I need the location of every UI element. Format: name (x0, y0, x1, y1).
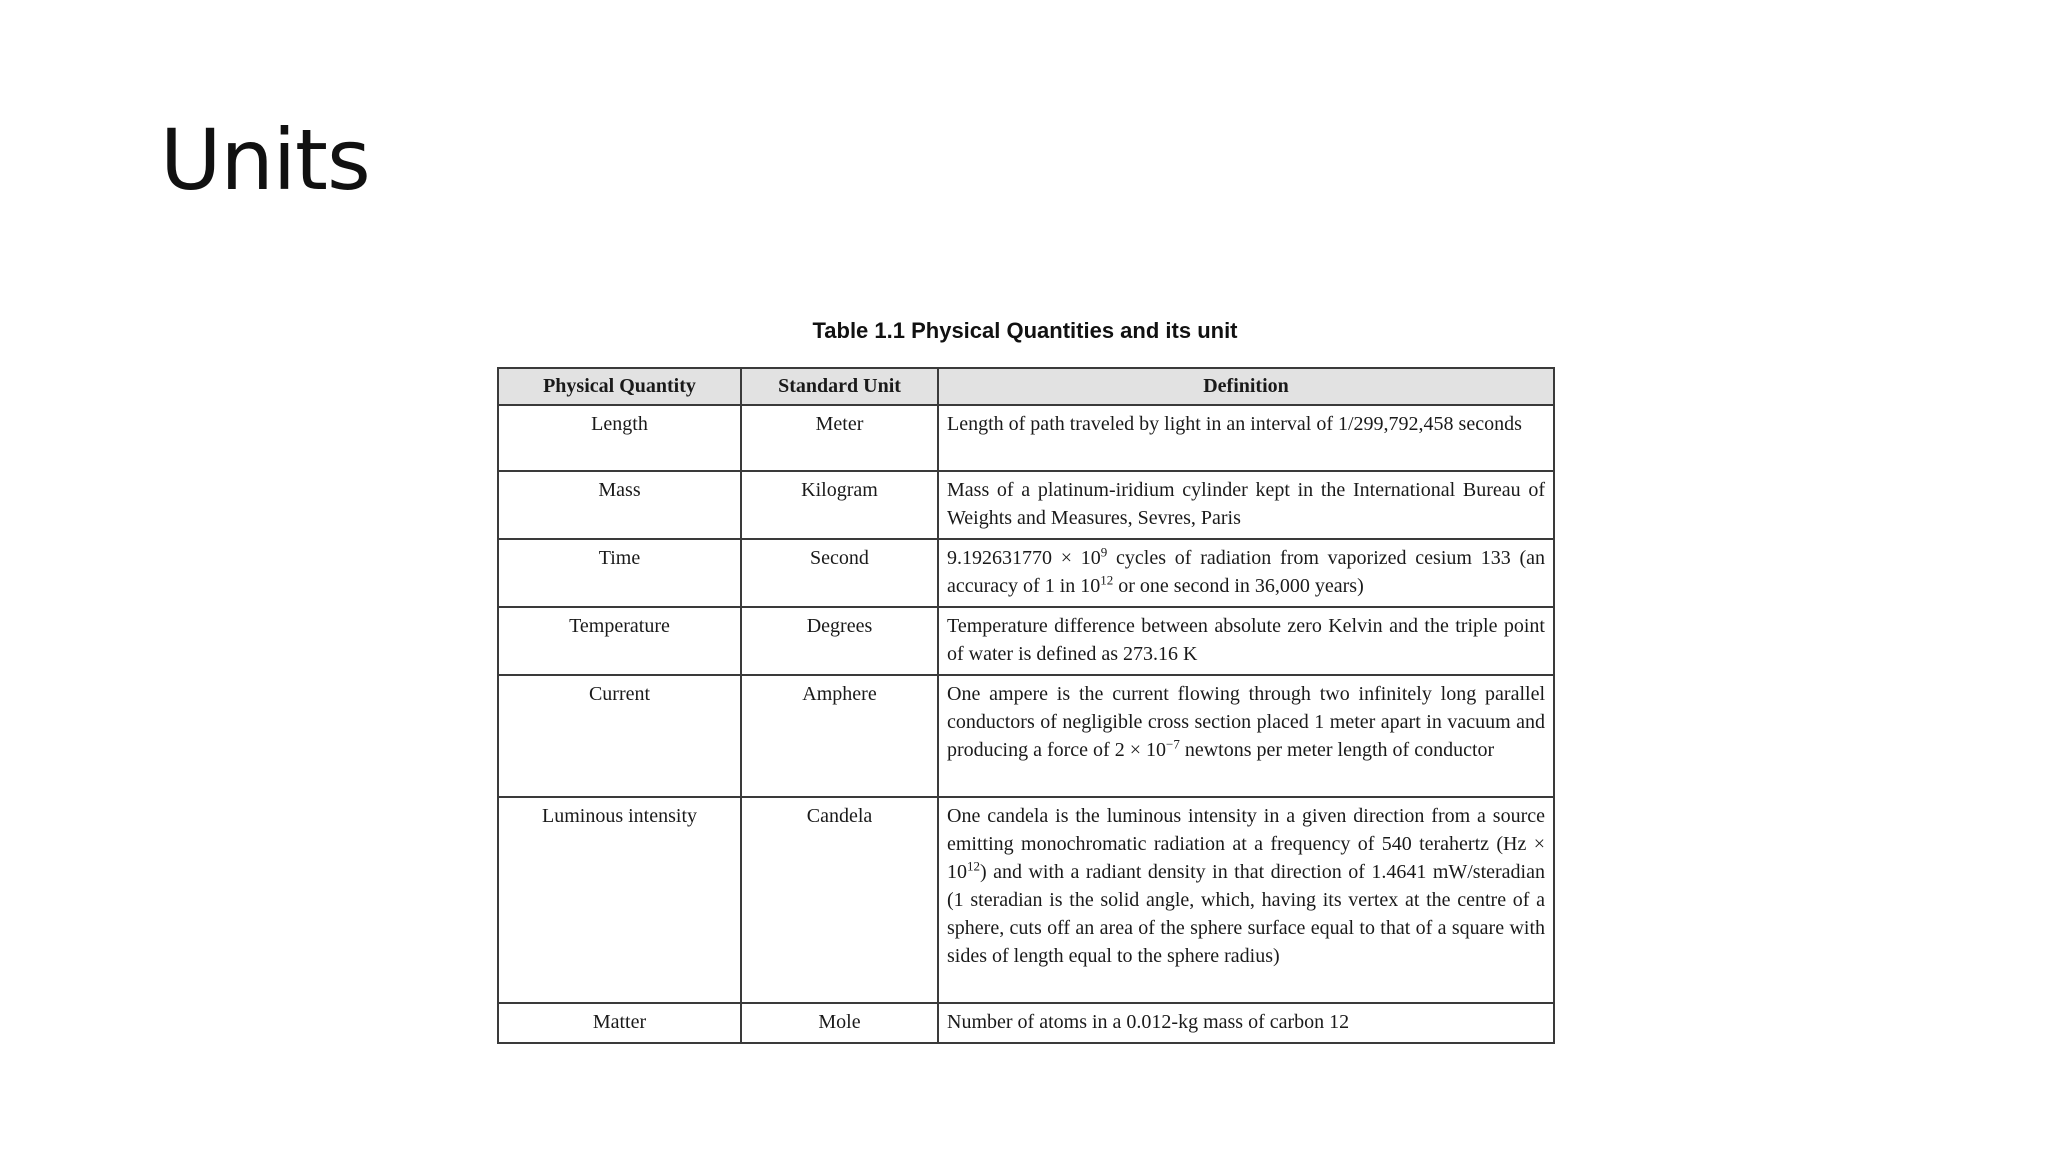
definition-cell: Number of atoms in a 0.012-kg mass of carbon 12 (938, 1003, 1554, 1043)
quantity-cell: Matter (498, 1003, 741, 1043)
exponent: 12 (967, 858, 980, 874)
definition-cell (938, 675, 1554, 797)
header-definition: Definition (938, 368, 1554, 405)
quantity-cell: Temperature (498, 607, 741, 675)
definition-cell: Mass of a platinum-iridium cylinder kept in the International Bureau of Weights and Measures, Sevres, Paris (938, 471, 1554, 539)
table-row (498, 675, 1554, 797)
unit-cell: Mole (741, 1003, 938, 1043)
quantity-cell: Time (498, 539, 741, 607)
definition-text: cycles of radiation from vaporized cesium 133 (an accuracy of 1 in 10 (947, 547, 1545, 597)
header-physical-quantity: Physical Quantity (498, 368, 741, 405)
table-header-row (498, 368, 1554, 405)
definition-text: One ampere is the current flowing through two infinitely long parallel conductors of negligible cross section placed 1 meter apart in vacuum and producing a force of 2 × 10 (947, 683, 1545, 761)
exponent: 9 (1100, 544, 1108, 560)
table-row (498, 539, 1554, 607)
table-row (498, 405, 1554, 471)
table-caption: Table 1.1 Physical Quantities and its unit (812, 318, 1238, 343)
table-row (498, 607, 1554, 675)
units-table (497, 367, 1555, 1044)
definition-cell (938, 539, 1554, 607)
table-row (498, 1003, 1554, 1043)
slide-title: Units (160, 111, 370, 209)
table-row (498, 471, 1554, 539)
unit-cell: Degrees (741, 607, 938, 675)
exponent: −7 (1165, 736, 1180, 752)
unit-cell: Second (741, 539, 938, 607)
quantity-cell: Luminous intensity (498, 797, 741, 1003)
quantity-cell: Mass (498, 471, 741, 539)
definition-text: or one second in 36,000 years) (1113, 575, 1364, 597)
definition-text: ) and with a radiant density in that direction of 1.4641 mW/steradian (1 steradian is the solid angle, which, having its vertex at the centre of a sphere, cuts off an area of the sphere surface equal to that of a square with sides of length equal to the sphere radius) (947, 861, 1545, 967)
table-row (498, 797, 1554, 1003)
definition-cell: Temperature difference between absolute zero Kelvin and the triple point of water is defined as 273.16 K (938, 607, 1554, 675)
unit-cell: Amphere (741, 675, 938, 797)
unit-cell: Meter (741, 405, 938, 471)
definition-text: One candela is the luminous intensity in a given direction from a source emitting monochromatic radiation at a frequency of 540 terahertz (Hz × 10 (947, 805, 1545, 883)
definition-cell: Length of path traveled by light in an interval of 1/299,792,458 seconds (938, 405, 1554, 471)
definition-cell (938, 797, 1554, 1003)
unit-cell: Kilogram (741, 471, 938, 539)
definition-text: newtons per meter length of conductor (1179, 739, 1495, 761)
definition-text: 9.192631770 × 10 (947, 547, 1101, 569)
header-standard-unit: Standard Unit (741, 368, 938, 405)
quantity-cell: Current (498, 675, 741, 797)
exponent: 12 (1100, 572, 1114, 588)
unit-cell: Candela (741, 797, 938, 1003)
quantity-cell: Length (498, 405, 741, 471)
